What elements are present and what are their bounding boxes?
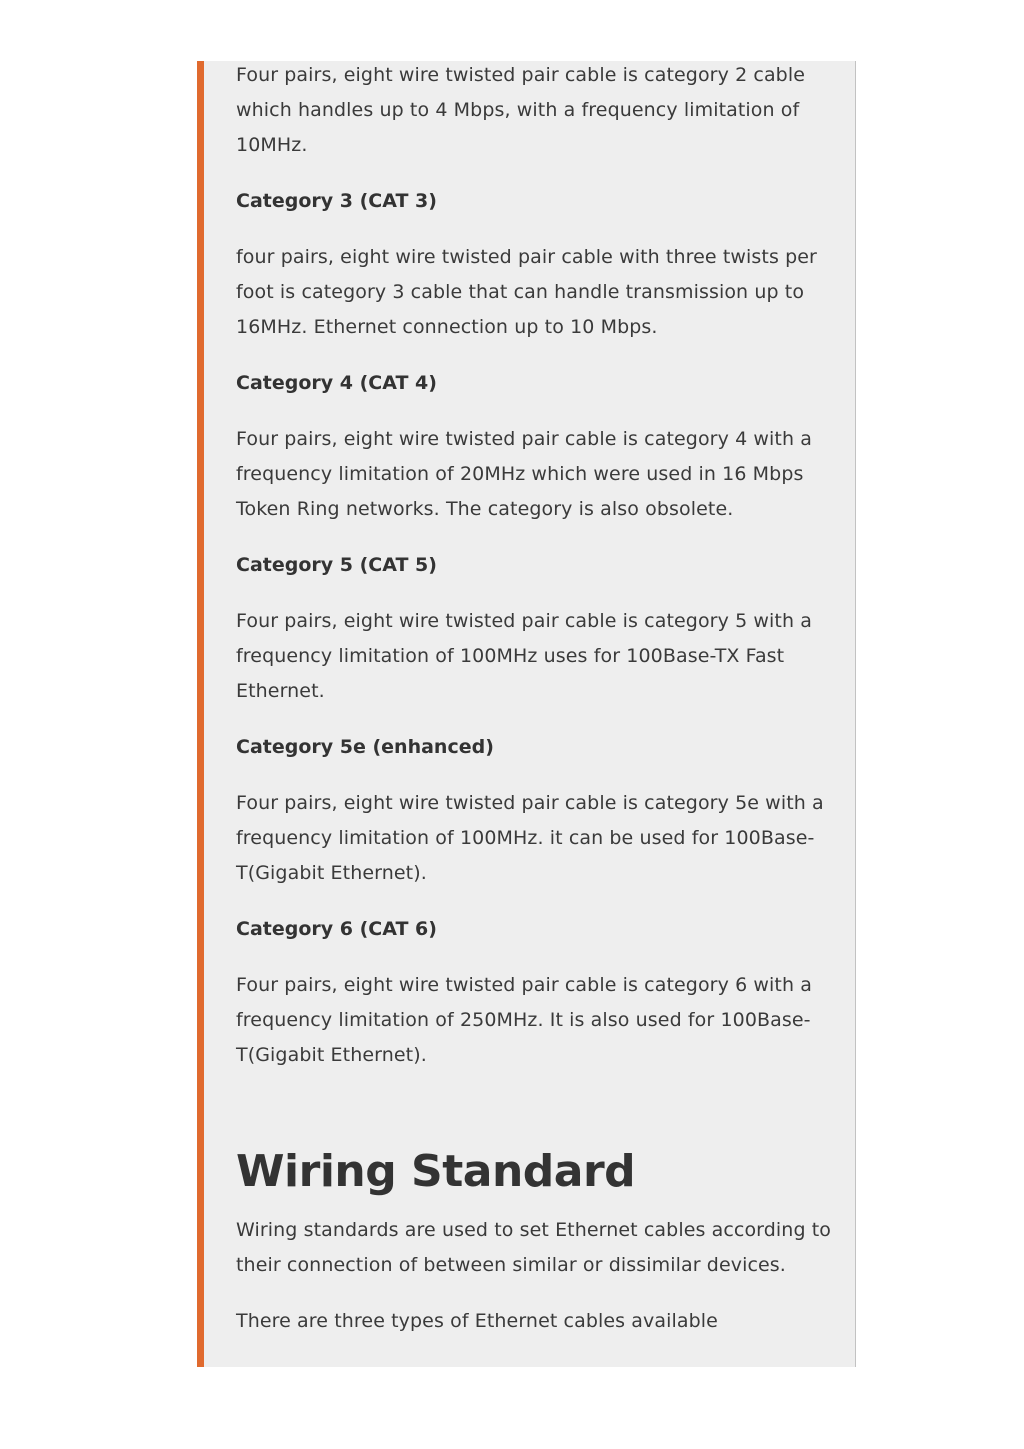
wiring-standard-title: Wiring Standard [236, 1146, 636, 1197]
ethernet-types-paragraph: There are three types of Ethernet cables available [236, 1310, 718, 1332]
wiring-standard-paragraph: Wiring standards are used to set Ethernet cables according to their connection of between similar or dissimilar devices. [236, 1219, 832, 1276]
category-4-text: Four pairs, eight wire twisted pair cable is category 4 with a frequency limitation of 20MHz which were used in 16 Mbps Token Ring networks. The category is also obsolete. [236, 428, 812, 520]
article-content [236, 61, 841, 1360]
category-5-text: Four pairs, eight wire twisted pair cable is category 5 with a frequency limitation of 100MHz uses for 100Base-TX Fast Ethernet. [236, 610, 812, 702]
intro-paragraph: Four pairs, eight wire twisted pair cable is category 2 cable which handles up to 4 Mbps, with a frequency limitation of 10MHz. [236, 64, 806, 156]
category-3-heading: Category 3 (CAT 3) [236, 190, 437, 212]
category-6-text: Four pairs, eight wire twisted pair cable is category 6 with a frequency limitation of 250MHz. It is also used for 100Base-T(Gigabit Ethernet). [236, 974, 812, 1066]
category-5e-heading: Category 5e (enhanced) [236, 736, 494, 758]
category-5-heading: Category 5 (CAT 5) [236, 554, 437, 576]
category-6-heading: Category 6 (CAT 6) [236, 918, 437, 940]
category-3-text: four pairs, eight wire twisted pair cable with three twists per foot is category 3 cable that can handle transmission up to 16MHz. Ethernet connection up to 10 Mbps. [236, 246, 817, 338]
category-5e-text: Four pairs, eight wire twisted pair cable is category 5e with a frequency limitation of 100MHz. it can be used for 100Base-T(Gigabit Ethernet). [236, 792, 824, 884]
category-4-heading: Category 4 (CAT 4) [236, 372, 437, 394]
article-panel [197, 61, 856, 1367]
